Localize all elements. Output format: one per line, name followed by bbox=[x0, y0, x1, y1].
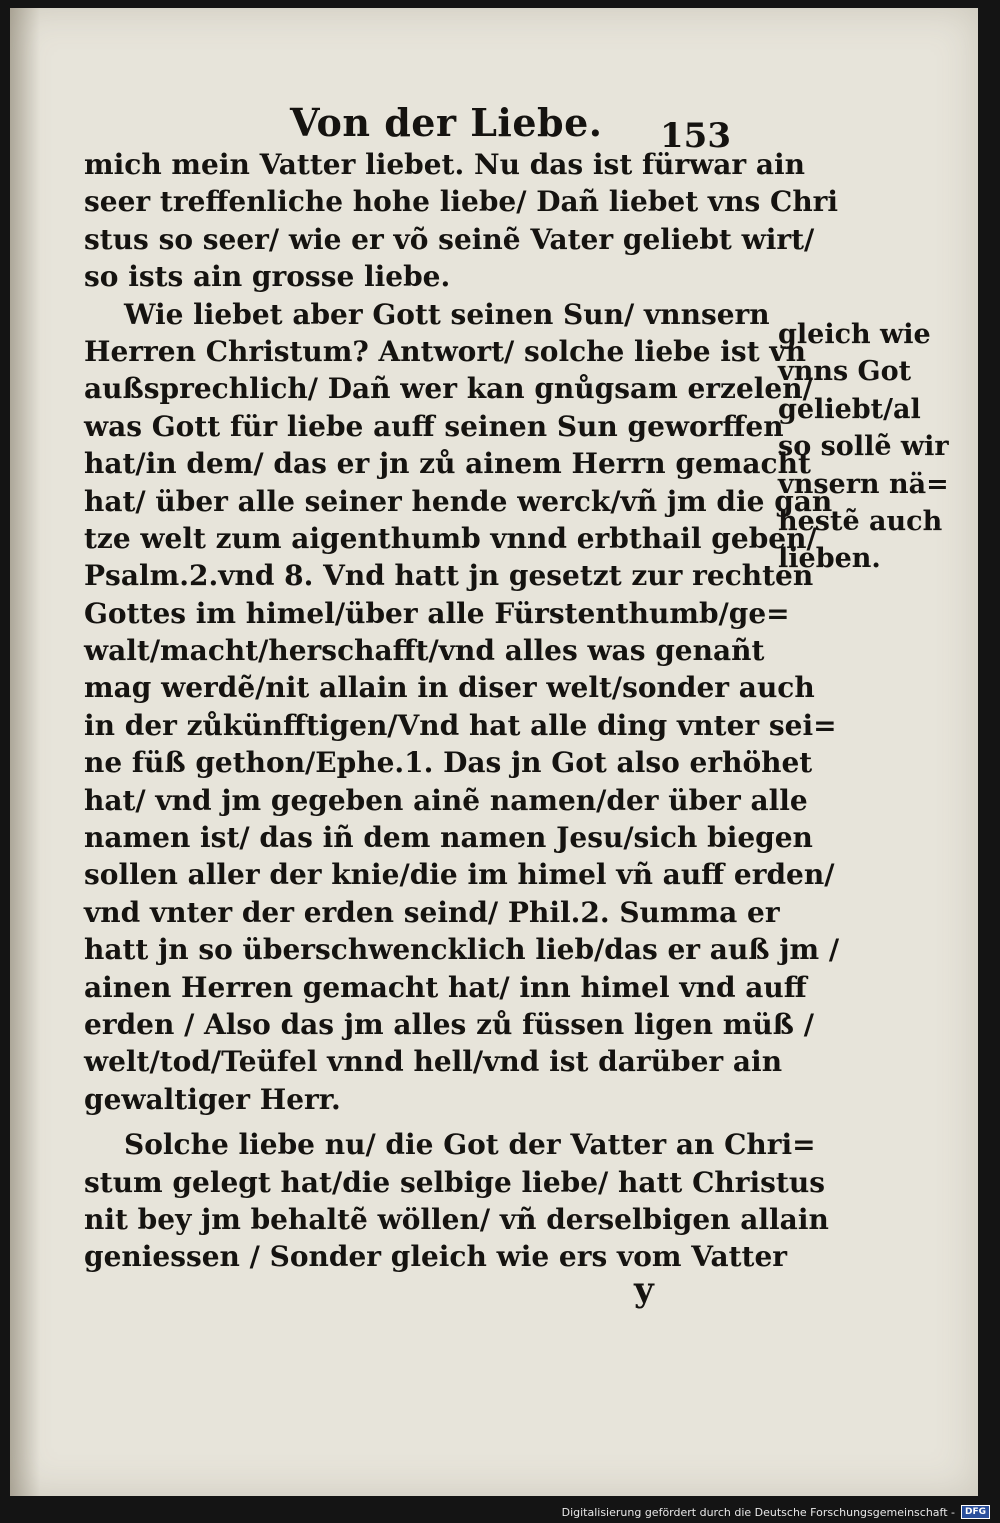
text-line: so ists ain grosse liebe. bbox=[84, 260, 451, 294]
text-line: Psalm.2.vnd 8. Vnd hatt jn gesetzt zur rechten bbox=[84, 559, 814, 593]
page-gutter-shadow bbox=[10, 8, 40, 1496]
text-line-paragraph-start: Solche liebe nu/ die Got der Vatter an Chri= bbox=[124, 1128, 816, 1162]
text-line: geniessen / Sonder gleich wie ers vom Vatter bbox=[84, 1240, 788, 1274]
text-line: Herren Christum? Antwort/ solche liebe ist vn bbox=[84, 334, 806, 368]
text-line: hat/ vnd jm gegeben ainẽ namen/der über alle bbox=[84, 783, 808, 817]
footer-credit: Digitalisierung gefördert durch die Deutsche Forschungsgemeinschaft - bbox=[561, 1505, 955, 1519]
text-line: hatt jn so überschwencklich lieb/das er auß jm / bbox=[84, 933, 840, 967]
text-line: nit bey jm behaltẽ wöllen/ vñ derselbigen allain bbox=[84, 1202, 829, 1236]
text-line: mag werdẽ/nit allain in diser welt/sonder auch bbox=[84, 671, 815, 705]
marginal-line: hestẽ auch bbox=[778, 505, 943, 537]
text-line: außsprechlich/ Dañ wer kan gnůgsam erzelen/ bbox=[84, 372, 813, 406]
text-line: tze welt zum aigenthumb vnnd erbthail geben/ bbox=[84, 521, 817, 555]
marginal-line: lieben. bbox=[778, 543, 881, 575]
marginal-line: vnsern nä= bbox=[778, 468, 949, 500]
marginal-line: vnns Got bbox=[778, 356, 912, 388]
marginal-note bbox=[778, 316, 963, 578]
running-head: Von der Liebe. bbox=[290, 100, 603, 145]
page-number: 153 bbox=[660, 116, 731, 156]
funding-footer bbox=[562, 1505, 990, 1519]
text-line: hat/in dem/ das er jn zů ainem Herrn gemacht bbox=[84, 447, 811, 481]
text-line: vnd vnter der erden seind/ Phil.2. Summa er bbox=[84, 895, 780, 929]
text-line: ainen Herren gemacht hat/ inn himel vnd auff bbox=[84, 970, 807, 1004]
text-line: ne füß gethon/Ephe.1. Das jn Got also erhöhet bbox=[84, 746, 813, 780]
main-text-block bbox=[84, 146, 840, 1276]
text-line: welt/tod/Teüfel vnnd hell/vnd ist darüber ain bbox=[84, 1045, 783, 1079]
paragraph-gap bbox=[84, 1118, 784, 1126]
text-line: was Gott für liebe auff seinen Sun geworffen bbox=[84, 409, 784, 443]
text-line: gewaltiger Herr. bbox=[84, 1082, 341, 1116]
text-line: in der zůkünfftigen/Vnd hat alle ding vnter sei= bbox=[84, 708, 837, 742]
text-line: stum gelegt hat/die selbige liebe/ hatt Christus bbox=[84, 1165, 825, 1199]
marginal-line: gleich wie bbox=[778, 319, 931, 350]
text-line: Gottes im himel/über alle Fürstenthumb/ge= bbox=[84, 596, 790, 630]
text-line-paragraph-start: Wie liebet aber Gott seinen Sun/ vnnsern bbox=[124, 297, 770, 331]
text-line: sollen aller der knie/die im himel vñ auff erden/ bbox=[84, 858, 835, 892]
text-line: hat/ über alle seiner hende werck/vñ jm die gan bbox=[84, 484, 833, 518]
text-line: namen ist/ das iñ dem namen Jesu/sich biegen bbox=[84, 821, 813, 855]
catchword: y bbox=[634, 1270, 654, 1310]
marginal-line: geliebt/al bbox=[778, 393, 921, 425]
text-line: erden / Also das jm alles zů füssen ligen müß / bbox=[84, 1007, 814, 1041]
text-line: seer treffenliche hohe liebe/ Dañ liebet vns Chri bbox=[84, 185, 839, 219]
text-line: stus so seer/ wie er võ seinẽ Vater geliebt wirt/ bbox=[84, 222, 815, 256]
text-line: walt/macht/herschafft/vnd alles was genañt bbox=[84, 634, 765, 668]
marginal-line: so sollẽ wir bbox=[778, 431, 949, 463]
book-page bbox=[10, 8, 978, 1496]
dfg-logo-icon: DFG bbox=[961, 1505, 990, 1519]
text-line: mich mein Vatter liebet. Nu das ist fürwar ain bbox=[84, 148, 806, 181]
